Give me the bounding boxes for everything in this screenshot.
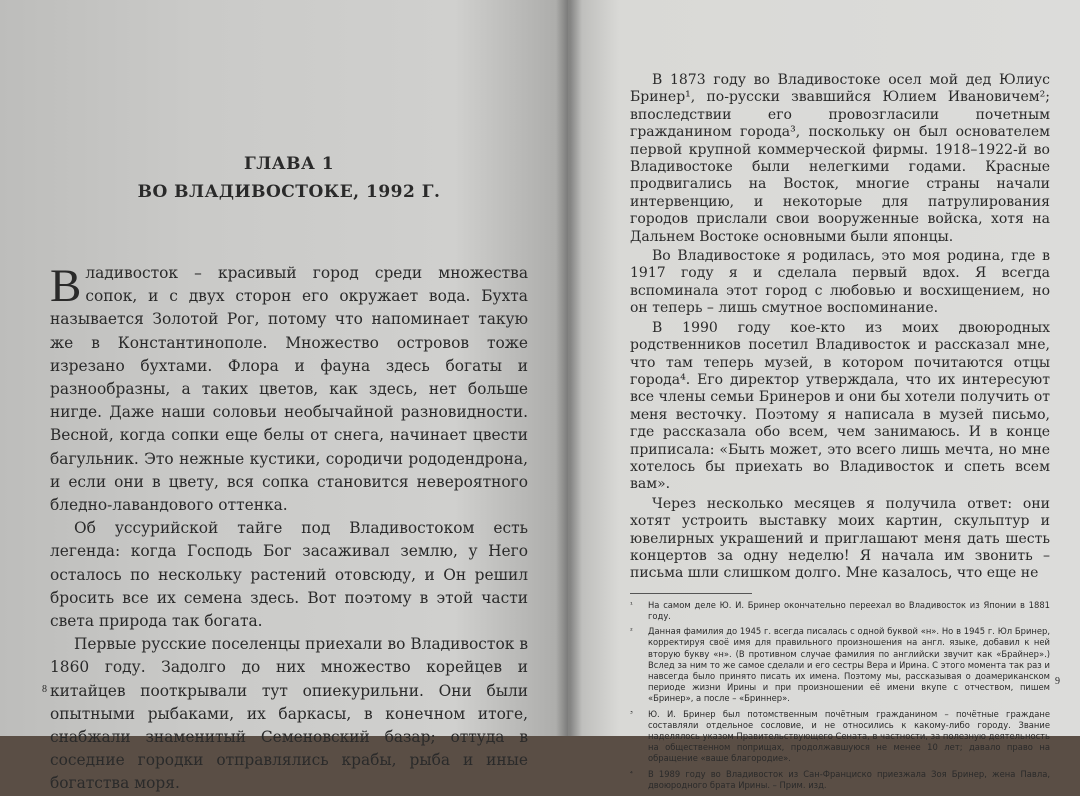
footnote bbox=[630, 600, 1050, 622]
footnote-divider bbox=[630, 593, 752, 594]
footnotes bbox=[630, 600, 1050, 791]
right-page-body bbox=[630, 72, 1050, 583]
footnote bbox=[630, 709, 1050, 765]
footnote-text: В 1989 году во Владивосток из Сан-Франциско приезжала Зоя Бринер, жена Павла, двоюродного брата Ирины. – Прим. изд. bbox=[648, 768, 1050, 790]
footnote-number: ³ bbox=[630, 709, 633, 718]
paragraph: Во Владивостоке я родилась, это моя родина, где в 1917 году я и сделала первый вдох. Я всегда вспоминала этот город с любовью и восхищением, но он теперь – лишь смутное воспоминание. bbox=[630, 248, 1050, 317]
paragraph bbox=[50, 262, 528, 517]
book-gutter bbox=[556, 0, 582, 736]
page-number: 9 bbox=[1055, 676, 1060, 687]
footnote-text: На самом деле Ю. И. Бринер окончательно переехал во Владивосток из Японии в 1881 году. bbox=[648, 599, 1050, 621]
paragraph: Первые русские поселенцы приехали во Владивосток в 1860 году. Задолго до них множество корейцев и китайцев пооткрывали тут опиекурильни. Они были опытными рыбаками, их баркасы, в конечном итоге, снабжали знаменитый Семеновский базар; оттуда в соседние городки отправлялись крабы, рыба и иные богатства моря. bbox=[50, 635, 528, 793]
paragraph: В 1990 году кое-кто из моих двоюродных родственников посетил Владивосток и рассказал мне, что там теперь музей, в котором почитаются отцы города⁴. Его директор утверждала, что их интересуют все члены семьи Бринеров и они бы хотели получить от меня весточку. Поэтому я написала в музей письмо, где рассказала обо всем, чем занимаюсь. И в конце приписала: «Быть может, это всего лишь мечта, но мне хотелось бы приехать во Владивосток и спеть всем вам». bbox=[630, 319, 1050, 493]
footnote-number: ² bbox=[630, 627, 633, 636]
right-page bbox=[568, 0, 1080, 790]
footnote-number: ⁴ bbox=[630, 769, 633, 778]
paragraph: Об уссурийской тайге под Владивостоком есть легенда: когда Господь Бог засаживал землю, у Него осталось по нескольку растений отовсюду, и Он решил бросить все их семена здесь. Вот поэтому в этой части света природа так богата. bbox=[50, 519, 528, 631]
left-page-body bbox=[50, 262, 528, 796]
chapter-title: ГЛАВА 1 bbox=[243, 154, 335, 174]
footnote-text: Ю. И. Бринер был потомственным почётным гражданином – почётные граждане составляли отдельное сословие, и не относились к какому-либо городу. Звание наделялось указом Правительствующего Сената, в частности, за полезную деятельность на общественном поприщах, продолжавшуюся не менее 10 лет; давало право на обращение «ваше благородие». bbox=[648, 708, 1050, 764]
paragraph: Через несколько месяцев я получила ответ: они хотят устроить выставку моих картин, скульптур и ювелирных украшений и приглашают меня дать шесть концертов за одну неделю! Я начала им звонить – письма шли слишком долго. Мне казалось, что еще не bbox=[630, 495, 1050, 582]
footnote bbox=[630, 626, 1050, 704]
footnote-number: ¹ bbox=[630, 600, 633, 609]
footnote bbox=[630, 769, 1050, 791]
page-number: 8 bbox=[42, 684, 47, 695]
chapter-subtitle: ВО ВЛАДИВОСТОКЕ, 1992 Г. bbox=[137, 182, 441, 202]
paragraph: В 1873 году во Владивостоке осел мой дед Юлиус Бринер¹, по-русски звавшийся Юлием Ивановичем²; впоследствии его провозгласили почетным гражданином города³, поскольку он был основателем первой крупной коммерческой фирмы. 1918–1922-й во Владивостоке были нелегкими годами. Красные продвигались на Восток, многие страны начали интервенцию, и некоторые для патрулирования городов прислали свои вооруженные войска, хотя на Дальнем Востоке основными были японцы. bbox=[630, 72, 1050, 245]
paragraph-text: ладивосток – красивый город среди множества сопок, и с двух сторон его окружает вода. Бухта называется Золотой Рог, потому что напоминает такую же в Константинополе. Множество островов тоже изрезано бухтами. Флора и фауна здесь богаты и разнообразны, а таких цветов, как здесь, нет больше нигде. Даже наши соловьи необычайной разновидности. Весной, когда сопки еще белы от снега, начинает цвести багульник. Это нежные кустики, сородичи рододендрона, и если они в цвету, вся сопка становится невероятного бледно-лавандового оттенка. bbox=[50, 264, 528, 515]
chapter-heading bbox=[50, 150, 528, 206]
footnote-text: Данная фамилия до 1945 г. всегда писалась с одной буквой «н». Но в 1945 г. Юл Бринер, корректируя своё имя для правильного произношения на англ. языке, добавил к ней вторую букву «н». (В противном случае фамилия по английски звучит как «Брайнер».) Вслед за ним то же самое сделали и его сестры Вера и Ирина. С этого момента так раз и навсегда было принято писать их имена. Поэтому мы, рассказывая о доамериканском периоде жизни Ирины и при произношении её имени вкупе с отчеством, пишем «Бринер», а после – «Бриннер». bbox=[648, 626, 1050, 704]
drop-cap: В bbox=[50, 260, 82, 312]
